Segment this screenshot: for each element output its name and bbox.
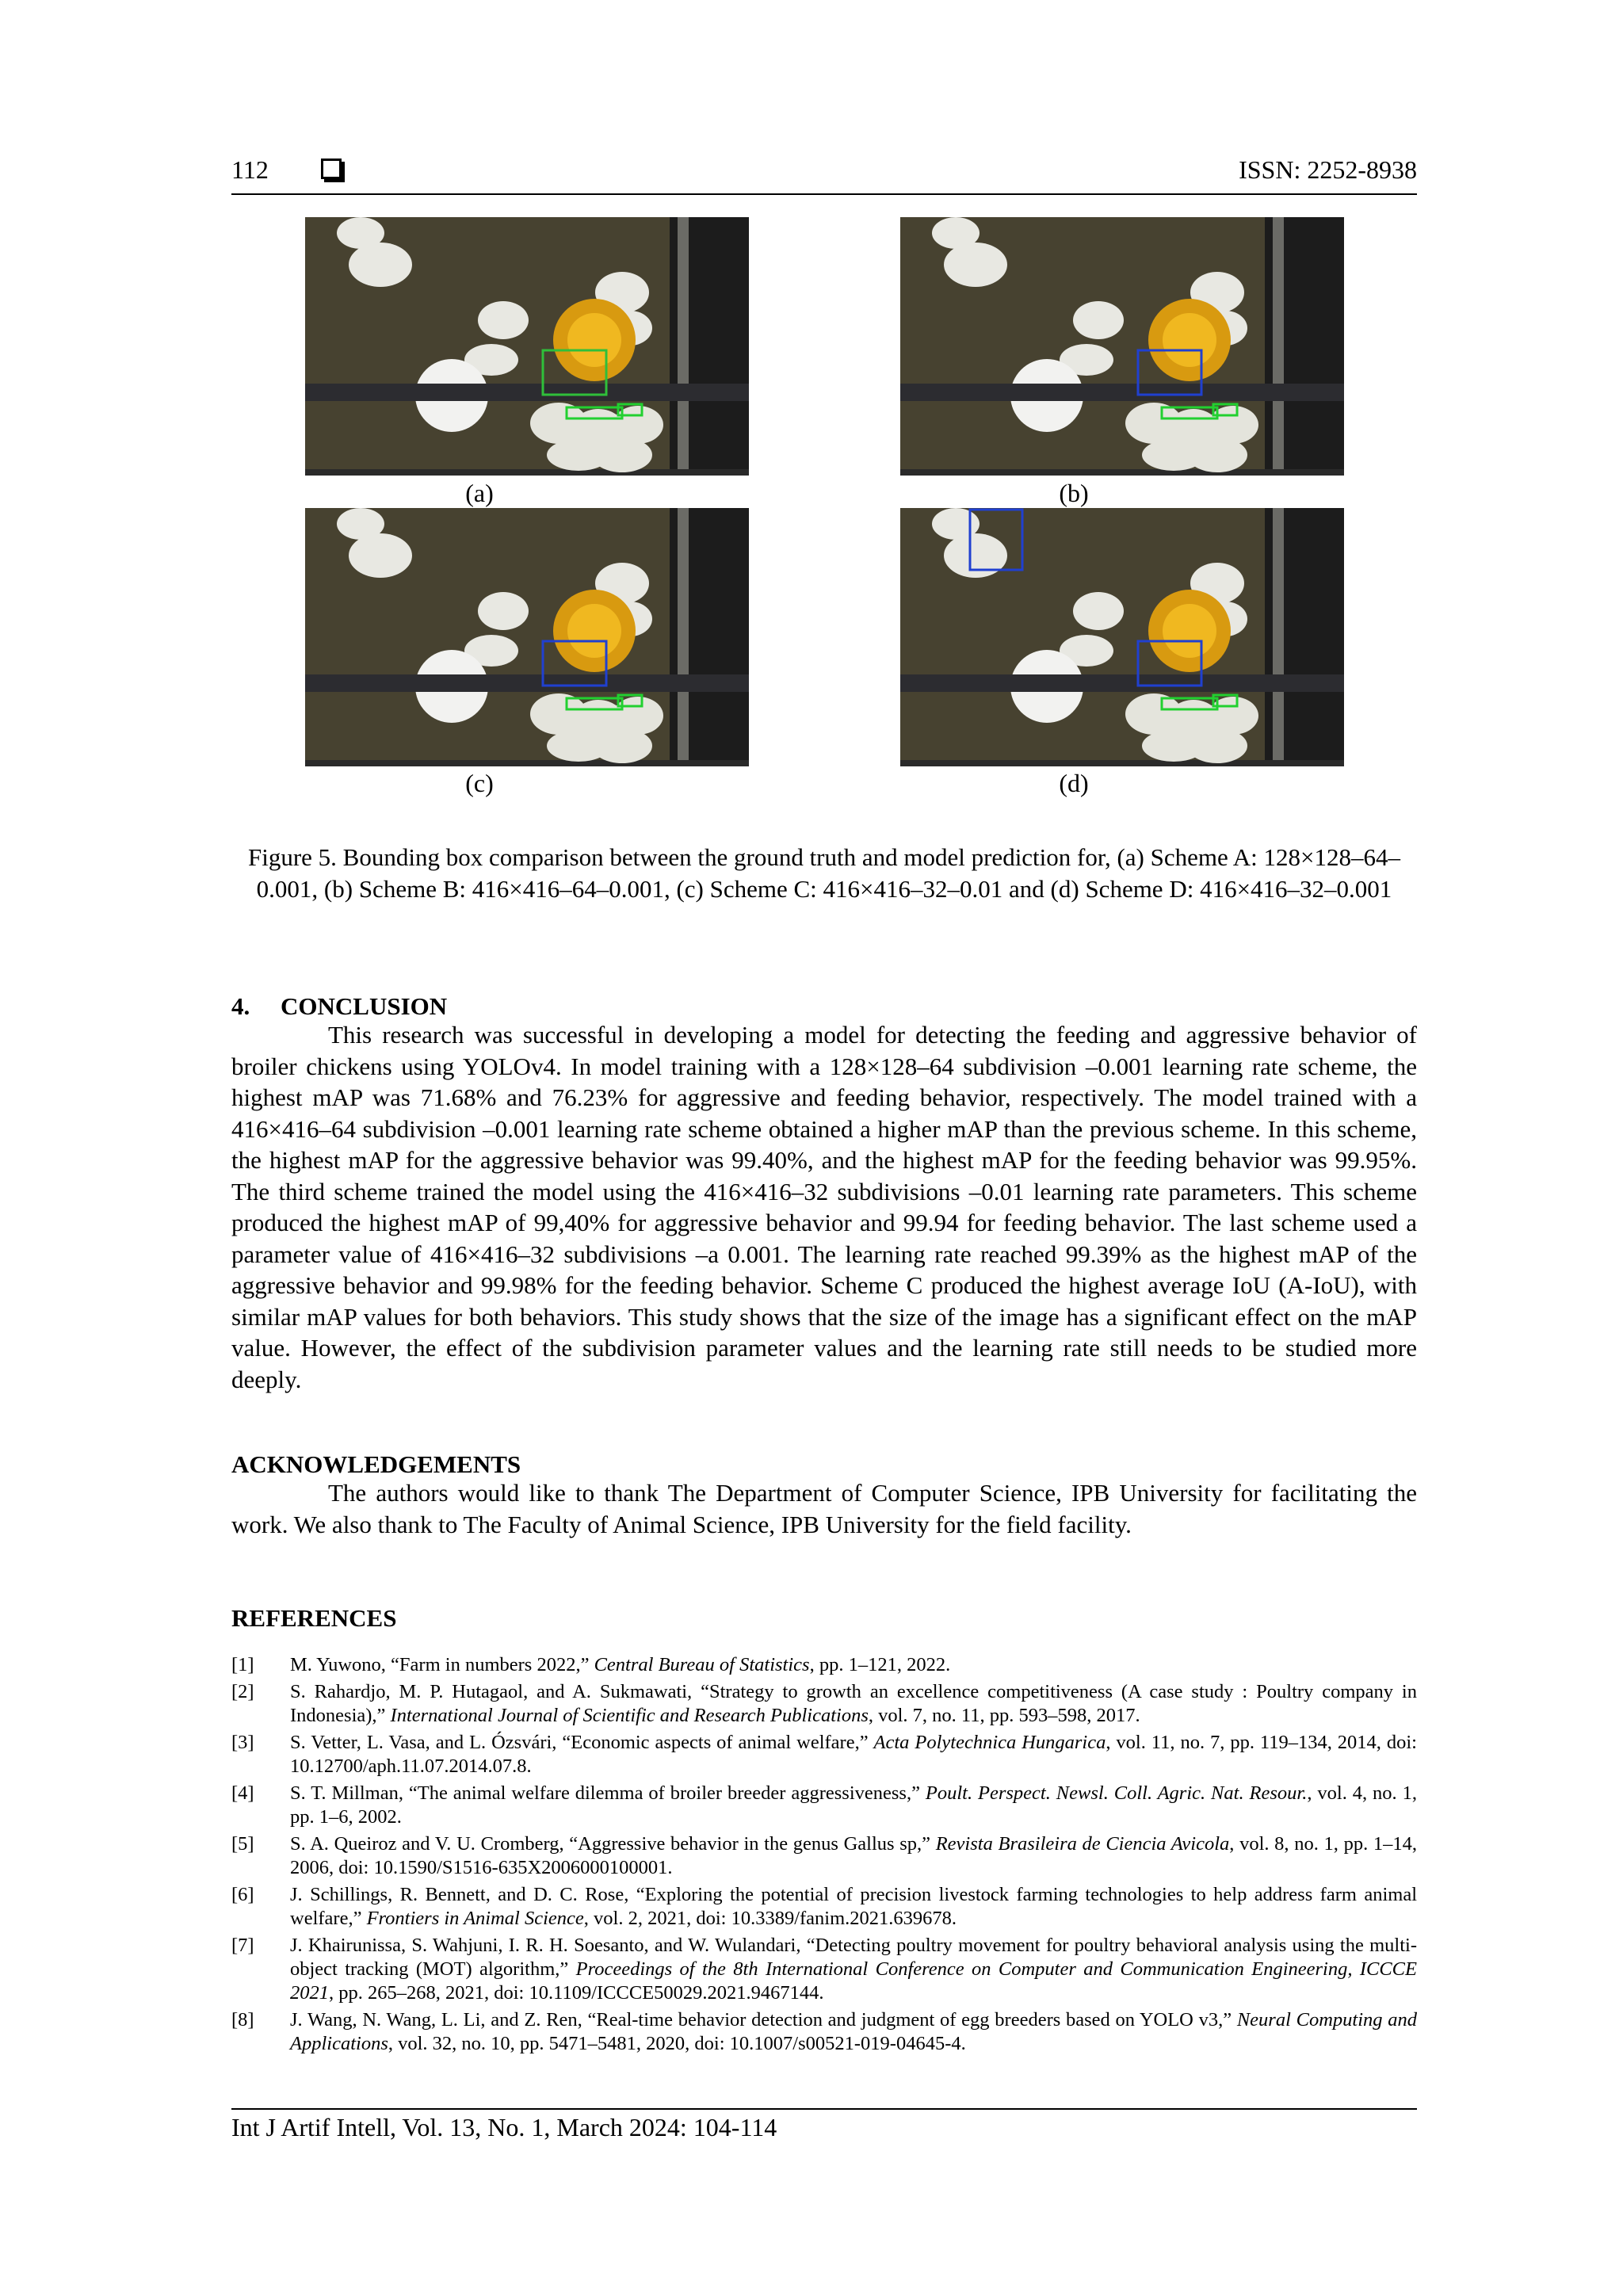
reference-number: [3] [231,1732,254,1753]
reference-venue: Frontiers in Animal Science [366,1908,584,1929]
chicken [932,217,980,249]
figure-panel-b [900,217,1344,476]
pipe [900,674,1344,692]
reference-number: [2] [231,1681,254,1702]
reference-text [290,1653,1417,1677]
chicken [349,243,412,287]
reference-authors-title: J. Schillings, R. Bennett, and D. C. Rose, “Exploring the potential of precision livestock farming technologies to help address farm animal welfare,” [290,1884,1417,1929]
chicken [944,533,1007,578]
issn: ISSN: 2252-8938 [1239,155,1417,184]
reference-item [231,1832,1417,1880]
acknowledgements-paragraph [231,1477,1417,1540]
reference-item [231,1680,1417,1728]
figure-sublabel: (a) [465,479,494,507]
conclusion-text: This research was successful in developing a model for detecting the feeding and aggressive behavior of broiler chickens using YOLOv4. In model training with a 128×128–64 subdivision –0.001 learning rate scheme, the highest mAP was 71.68% and 76.23% for aggressive and feeding behavior, respectively. The model trained with a 416×416–64 subdivision –0.001 learning rate scheme obtained a higher mAP than the previous scheme. In this scheme, the highest mAP for the aggressive behavior was 99.40%, and the highest mAP for the feeding behavior was 99.95%. The third scheme trained the model using the 416×416–32 subdivisions –0.01 learning rate parameters. This scheme produced the highest mAP of 99,40% for aggressive behavior and 99.94 for feeding behavior. The last scheme used a parameter value of 416×416–32 subdivisions –a 0.001. The learning rate reached 99.39% as the highest mAP of the aggressive behavior and 99.98% for the feeding behavior. Scheme C produced the highest average IoU (A-IoU), with similar mAP values for both behaviors. This study shows that the size of the image has a significant effect on the mAP value. However, the effect of the subdivision parameter values and the learning rate still needs to be studied more deeply. [231,1021,1417,1393]
reference-venue: Neural Computing and Applications [290,2009,1417,2054]
reference-authors-title: S. Rahardjo, M. P. Hutagaol, and A. Sukmawati, “Strategy to growth an excellence competitiveness (A case study : Poultry company in Indonesia),” [290,1681,1417,1726]
reference-number: [8] [231,2009,254,2030]
checkbox-square-icon [321,159,342,179]
reference-venue: Proceedings of the 8th International Conference on Computer and Communication Engineering, ICCCE 2021 [290,1958,1417,2004]
page-number: 112 [231,155,269,184]
reference-venue: Central Bureau of Statistics [594,1654,810,1675]
reference-number: [1] [231,1654,254,1675]
reference-number: [5] [231,1833,254,1855]
reference-details: , vol. 32, no. 10, pp. 5471–5481, 2020, doi: 10.1007/s00521-019-04645-4. [388,2033,966,2054]
chicken [944,243,1007,287]
pipe [900,384,1344,401]
reference-list [231,1653,1417,2059]
chicken [592,437,652,472]
page-header [231,155,1417,193]
reference-item [231,1883,1417,1931]
reference-authors-title: M. Yuwono, “Farm in numbers 2022,” [290,1654,594,1675]
reference-authors-title: S. A. Queiroz and V. U. Cromberg, “Aggressive behavior in the genus Gallus sp,” [290,1833,936,1855]
header-rule [231,193,1417,195]
figure-panel-a [305,217,749,476]
acknowledgements-heading: ACKNOWLEDGEMENTS [231,1450,521,1478]
pipe [305,384,749,401]
reference-venue: Poult. Perspect. Newsl. Coll. Agric. Nat. Resour. [925,1782,1308,1804]
chicken [478,592,529,630]
reference-details: , pp. 265–268, 2021, doi: 10.1109/ICCCE50029.2021.9467144. [329,1982,824,2004]
reference-venue: Acta Polytechnica Hungarica [873,1732,1106,1753]
reference-venue: International Journal of Scientific and Research Publications [390,1705,869,1726]
chicken [932,508,980,540]
reference-item [231,2008,1417,2056]
chicken [1073,592,1124,630]
chicken [337,508,384,540]
figure-sublabel: (d) [1059,769,1089,797]
conclusion-heading: 4. CONCLUSION [231,992,448,1020]
reference-item [231,1653,1417,1677]
figure-panel-c [305,508,749,766]
chicken [1187,728,1247,763]
reference-number: [7] [231,1935,254,1956]
chicken [478,301,529,339]
reference-details: , vol. 4, no. 1, pp. 1–6, 2002. [290,1782,1417,1828]
reference-text [290,2008,1417,2056]
pipe [305,674,749,692]
reference-authors-title: S. Vetter, L. Vasa, and L. Ózsvári, “Economic aspects of animal welfare,” [290,1732,874,1753]
reference-authors-title: J. Khairunissa, S. Wahjuni, I. R. H. Soesanto, and W. Wulandari, “Detecting poultry movement for poultry behavioral analysis using the multi-object tracking (MOT) algorithm,” [290,1935,1417,1980]
reference-text [290,1680,1417,1728]
reference-authors-title: S. T. Millman, “The animal welfare dilemma of broiler breeder aggressiveness,” [290,1782,926,1804]
reference-venue: Revista Brasileira de Ciencia Avicola [935,1833,1230,1855]
page-footer: Int J Artif Intell, Vol. 13, No. 1, March 2024: 104-114 [231,2113,777,2141]
reference-number: [6] [231,1884,254,1905]
chicken [1073,301,1124,339]
chicken [337,217,384,249]
figure-caption: Figure 5. Bounding box comparison between the ground truth and model prediction for, (a) Scheme A: 128×128–64–0.001, (b) Scheme B: 416×416–64–0.001, (c) Scheme C: 416×416–32–0.01 and (d) Scheme D: 416×416–32–0.001 [247,843,1401,903]
references-heading: REFERENCES [231,1604,397,1632]
acknowledgements-text: The authors would like to thank The Department of Computer Science, IPB University for facilitating the work. We also thank to The Faculty of Animal Science, IPB University for the field facility. [231,1479,1417,1538]
reference-number: [4] [231,1782,254,1804]
reference-text [290,1883,1417,1931]
chicken [592,728,652,763]
reference-details: , vol. 11, no. 7, pp. 119–134, 2014, doi: 10.12700/aph.11.07.2014.07.8. [290,1732,1417,1777]
reference-details: , vol. 2, 2021, doi: 10.3389/fanim.2021.639678. [583,1908,957,1929]
reference-details: , pp. 1–121, 2022. [809,1654,951,1675]
reference-text [290,1731,1417,1778]
reference-authors-title: J. Wang, N. Wang, L. Li, and Z. Ren, “Real-time behavior detection and judgment of egg breeders based on YOLO v3,” [290,2009,1237,2030]
reference-item [231,1782,1417,1829]
reference-item [231,1934,1417,2005]
figure-panel-d [900,508,1344,766]
chicken [349,533,412,578]
reference-text [290,1832,1417,1880]
reference-details: , vol. 8, no. 1, pp. 1–14, 2006, doi: 10.1590/S1516-635X2006000100001. [290,1833,1417,1878]
reference-text [290,1782,1417,1829]
figure-sublabel: (b) [1059,479,1089,507]
chicken [1187,437,1247,472]
conclusion-paragraph [231,1019,1417,1395]
reference-item [231,1731,1417,1778]
reference-details: , vol. 7, no. 11, pp. 593–598, 2017. [868,1705,1140,1726]
figure-sublabel: (c) [465,769,494,797]
footer-rule [231,2108,1417,2110]
reference-text [290,1934,1417,2005]
